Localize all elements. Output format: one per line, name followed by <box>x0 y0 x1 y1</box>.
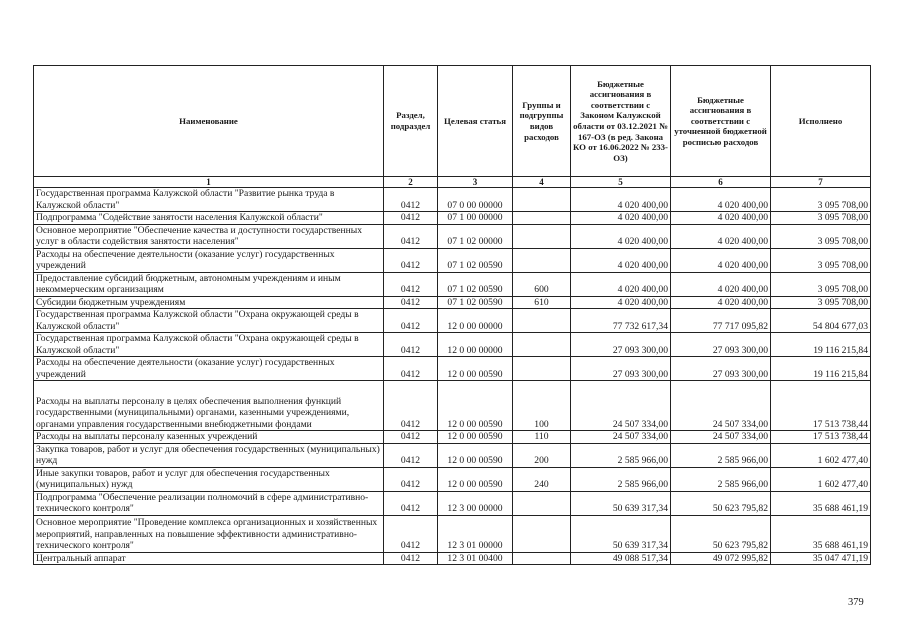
row-assign-refined: 2 585 966,00 <box>671 467 771 491</box>
row-name: Подпрограмма "Обеспечение реализации полномочий в сфере административно-технического контроля" <box>34 491 384 515</box>
row-target-code: 12 0 00 00590 <box>438 467 513 491</box>
row-target-code: 07 1 00 00000 <box>438 212 513 225</box>
row-group <box>513 491 571 515</box>
table-row <box>34 491 871 515</box>
row-target-code: 12 0 00 00590 <box>438 431 513 444</box>
row-group: 200 <box>513 443 571 467</box>
row-target-code: 07 1 02 00590 <box>438 272 513 296</box>
row-target-code: 12 3 00 00000 <box>438 491 513 515</box>
row-assign-law: 2 585 966,00 <box>571 467 671 491</box>
row-executed: 35 047 471,19 <box>771 552 871 565</box>
row-assign-law: 4 020 400,00 <box>571 272 671 296</box>
row-group <box>513 333 571 357</box>
row-target-code: 12 0 00 00590 <box>438 357 513 381</box>
column-header-assign-law: Бюджетные ассигнования в соответствии с Законом Калужской области от 03.12.2021 № 167-ОЗ (в ред. Закона КО от 16.06.2022 № 233-ОЗ) <box>571 66 671 177</box>
row-group <box>513 248 571 272</box>
row-target-code: 12 0 00 00000 <box>438 309 513 333</box>
row-executed: 35 688 461,19 <box>771 515 871 552</box>
row-executed: 17 513 738,44 <box>771 431 871 444</box>
table-row <box>34 443 871 467</box>
row-group: 240 <box>513 467 571 491</box>
column-header-name: Наименование <box>34 66 384 177</box>
row-section: 0412 <box>384 357 438 381</box>
row-executed: 19 116 215,84 <box>771 357 871 381</box>
row-assign-refined: 4 020 400,00 <box>671 224 771 248</box>
row-name: Расходы на обеспечение деятельности (оказание услуг) государственных учреждений <box>34 248 384 272</box>
table-row <box>34 212 871 225</box>
column-number: 2 <box>384 177 438 188</box>
row-group <box>513 224 571 248</box>
row-name: Субсидии бюджетным учреждениям <box>34 296 384 309</box>
table-row <box>34 296 871 309</box>
row-assign-refined: 24 507 334,00 <box>671 431 771 444</box>
row-section: 0412 <box>384 515 438 552</box>
row-section: 0412 <box>384 272 438 296</box>
row-section: 0412 <box>384 224 438 248</box>
row-section: 0412 <box>384 309 438 333</box>
table-row <box>34 333 871 357</box>
row-executed: 1 602 477,40 <box>771 467 871 491</box>
row-group <box>513 188 571 212</box>
row-assign-refined: 4 020 400,00 <box>671 248 771 272</box>
row-assign-law: 4 020 400,00 <box>571 224 671 248</box>
row-target-code: 07 1 02 00590 <box>438 296 513 309</box>
row-section: 0412 <box>384 552 438 565</box>
row-section: 0412 <box>384 188 438 212</box>
column-header-assign-refined: Бюджетные ассигнования в соответствии с уточненной бюджетной росписью расходов <box>671 66 771 177</box>
row-assign-refined: 4 020 400,00 <box>671 188 771 212</box>
row-name: Центральный аппарат <box>34 552 384 565</box>
row-assign-refined: 4 020 400,00 <box>671 272 771 296</box>
row-section: 0412 <box>384 248 438 272</box>
row-group <box>513 212 571 225</box>
row-name: Основное мероприятие "Обеспечение качества и доступности государственных услуг в области содействия занятости населения" <box>34 224 384 248</box>
table-row <box>34 248 871 272</box>
budget-sheet <box>33 65 870 565</box>
row-target-code: 12 0 00 00000 <box>438 333 513 357</box>
row-executed: 3 095 708,00 <box>771 188 871 212</box>
row-group <box>513 552 571 565</box>
row-executed: 17 513 738,44 <box>771 381 871 431</box>
row-executed: 3 095 708,00 <box>771 248 871 272</box>
row-assign-refined: 4 020 400,00 <box>671 296 771 309</box>
row-assign-law: 24 507 334,00 <box>571 431 671 444</box>
row-assign-law: 27 093 300,00 <box>571 357 671 381</box>
row-assign-refined: 50 623 795,82 <box>671 491 771 515</box>
row-assign-refined: 50 623 795,82 <box>671 515 771 552</box>
header-row <box>34 66 871 177</box>
row-section: 0412 <box>384 381 438 431</box>
row-executed: 54 804 677,03 <box>771 309 871 333</box>
budget-execution-table <box>33 65 871 565</box>
row-executed: 3 095 708,00 <box>771 212 871 225</box>
row-executed: 1 602 477,40 <box>771 443 871 467</box>
row-name: Иные закупки товаров, работ и услуг для обеспечения государственных (муниципальных) нужд <box>34 467 384 491</box>
row-name: Основное мероприятие "Проведение комплекса организационных и хозяйственных мероприятий, направленных на повышение эффективности административно-технического контроля" <box>34 515 384 552</box>
column-number: 1 <box>34 177 384 188</box>
row-target-code: 07 1 02 00590 <box>438 248 513 272</box>
row-assign-refined: 2 585 966,00 <box>671 443 771 467</box>
row-group: 600 <box>513 272 571 296</box>
row-executed: 19 116 215,84 <box>771 333 871 357</box>
row-section: 0412 <box>384 296 438 309</box>
row-name: Предоставление субсидий бюджетным, автономным учреждениям и иным некоммерческим организациям <box>34 272 384 296</box>
table-row <box>34 381 871 431</box>
table-row <box>34 224 871 248</box>
page-number: 379 <box>848 597 864 608</box>
row-executed: 35 688 461,19 <box>771 491 871 515</box>
column-header-groups: Группы и подгруппы видов расходов <box>513 66 571 177</box>
row-assign-refined: 27 093 300,00 <box>671 333 771 357</box>
table-row <box>34 431 871 444</box>
row-assign-law: 4 020 400,00 <box>571 296 671 309</box>
row-assign-law: 77 732 617,34 <box>571 309 671 333</box>
row-assign-law: 50 639 317,34 <box>571 491 671 515</box>
row-name: Расходы на выплаты персоналу казенных учреждений <box>34 431 384 444</box>
row-section: 0412 <box>384 212 438 225</box>
table-row <box>34 467 871 491</box>
row-group <box>513 357 571 381</box>
row-name: Государственная программа Калужской области "Развитие рынка труда в Калужской области" <box>34 188 384 212</box>
row-executed: 3 095 708,00 <box>771 272 871 296</box>
row-section: 0412 <box>384 467 438 491</box>
row-group: 110 <box>513 431 571 444</box>
row-name: Государственная программа Калужской области "Охрана окружающей среды в Калужской области" <box>34 333 384 357</box>
column-header-section: Раздел, подраздел <box>384 66 438 177</box>
row-name: Расходы на обеспечение деятельности (оказание услуг) государственных учреждений <box>34 357 384 381</box>
row-executed: 3 095 708,00 <box>771 224 871 248</box>
row-section: 0412 <box>384 431 438 444</box>
row-assign-law: 50 639 317,34 <box>571 515 671 552</box>
row-target-code: 07 0 00 00000 <box>438 188 513 212</box>
table-row <box>34 515 871 552</box>
row-assign-law: 27 093 300,00 <box>571 333 671 357</box>
row-executed: 3 095 708,00 <box>771 296 871 309</box>
row-target-code: 12 3 01 00000 <box>438 515 513 552</box>
row-name: Подпрограмма "Содействие занятости населения Калужской области" <box>34 212 384 225</box>
row-assign-law: 4 020 400,00 <box>571 212 671 225</box>
row-assign-refined: 27 093 300,00 <box>671 357 771 381</box>
row-name: Расходы на выплаты персоналу в целях обеспечения выполнения функций государственными (муниципальными) органами, казенными учреждениями, органами управления государственными внебюджетными фондами <box>34 381 384 431</box>
row-assign-law: 2 585 966,00 <box>571 443 671 467</box>
column-number-row <box>34 177 871 188</box>
table-row <box>34 188 871 212</box>
column-number: 4 <box>513 177 571 188</box>
row-assign-law: 4 020 400,00 <box>571 188 671 212</box>
table-row <box>34 309 871 333</box>
table-row <box>34 357 871 381</box>
row-group <box>513 515 571 552</box>
row-name: Закупка товаров, работ и услуг для обеспечения государственных (муниципальных) нужд <box>34 443 384 467</box>
column-number: 7 <box>771 177 871 188</box>
column-header-target: Целевая статья <box>438 66 513 177</box>
row-target-code: 07 1 02 00000 <box>438 224 513 248</box>
row-assign-refined: 77 717 095,82 <box>671 309 771 333</box>
row-section: 0412 <box>384 443 438 467</box>
column-number: 6 <box>671 177 771 188</box>
table-body <box>34 188 871 565</box>
row-name: Государственная программа Калужской области "Охрана окружающей среды в Калужской области" <box>34 309 384 333</box>
row-target-code: 12 0 00 00590 <box>438 443 513 467</box>
row-assign-law: 4 020 400,00 <box>571 248 671 272</box>
row-group <box>513 309 571 333</box>
row-group: 610 <box>513 296 571 309</box>
table-row <box>34 272 871 296</box>
row-target-code: 12 0 00 00590 <box>438 381 513 431</box>
row-assign-refined: 49 072 995,82 <box>671 552 771 565</box>
row-assign-law: 24 507 334,00 <box>571 381 671 431</box>
row-section: 0412 <box>384 491 438 515</box>
row-target-code: 12 3 01 00400 <box>438 552 513 565</box>
column-header-executed: Исполнено <box>771 66 871 177</box>
column-number: 3 <box>438 177 513 188</box>
column-number: 5 <box>571 177 671 188</box>
row-assign-refined: 24 507 334,00 <box>671 381 771 431</box>
row-assign-law: 49 088 517,34 <box>571 552 671 565</box>
row-group: 100 <box>513 381 571 431</box>
table-row <box>34 552 871 565</box>
row-assign-refined: 4 020 400,00 <box>671 212 771 225</box>
row-section: 0412 <box>384 333 438 357</box>
